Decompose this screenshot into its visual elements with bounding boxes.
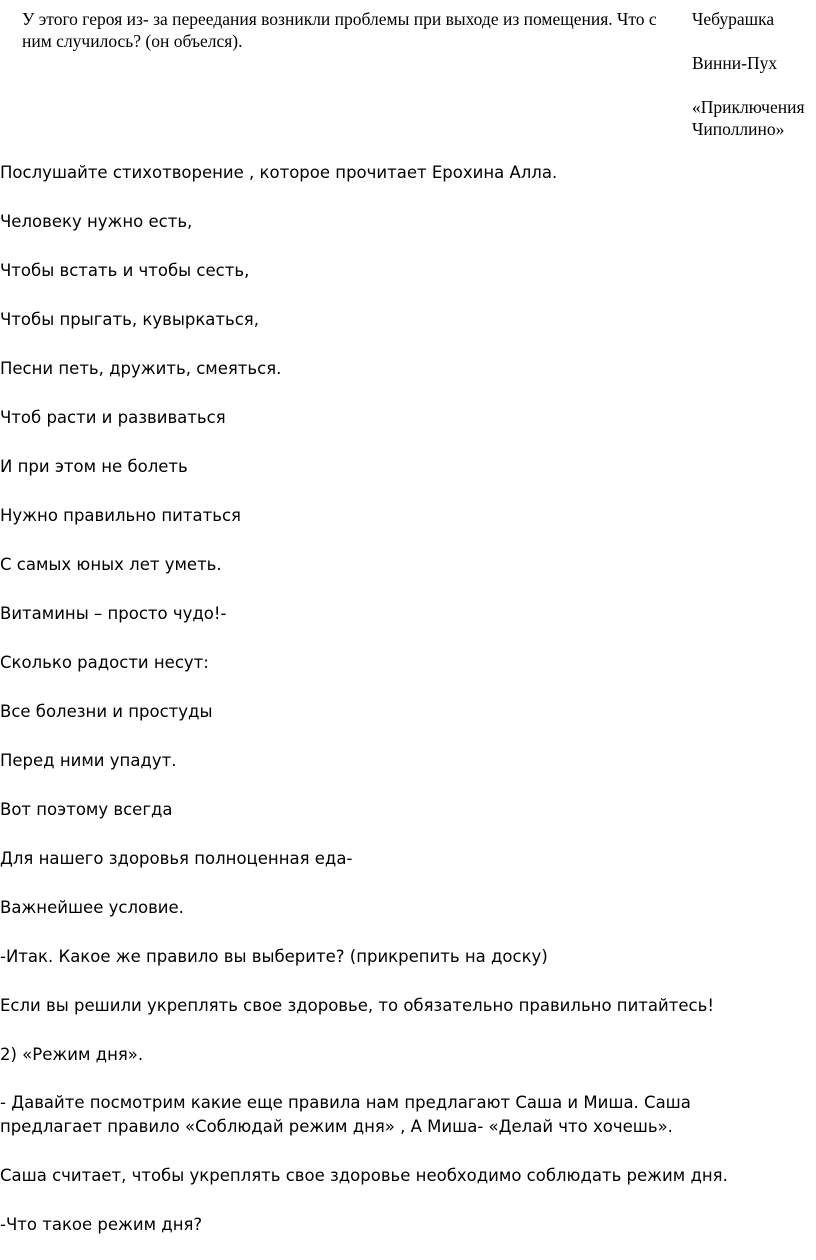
poem-line: Чтоб расти и развиваться <box>0 408 226 427</box>
poem-line: С самых юных лет уметь. <box>0 555 222 574</box>
answer-option: Чебурашка <box>692 9 775 29</box>
rule-paragraph: Если вы решили укреплять свое здоровье, то обязательно правильно питайтесь! <box>0 996 714 1015</box>
poem-line: Сколько радости несут: <box>0 653 209 672</box>
poem-line: Песни петь, дружить, смеяться. <box>0 359 282 378</box>
answer-option: Винни-Пух <box>692 53 778 73</box>
quiz-answers <box>692 8 816 162</box>
discussion-paragraph: - Давайте посмотрим какие еще правила нам предлагают Саша и Миша. Саша предлагает правило «Соблюдай режим дня» , А Миша- «Делай что хочешь». <box>0 1093 691 1136</box>
question-paragraph: -Итак. Какое же правило вы выберите? (прикрепить на доску) <box>0 947 548 966</box>
discussion-paragraph: Саша считает, чтобы укреплять свое здоровье необходимо соблюдать режим дня. <box>0 1166 728 1185</box>
question-paragraph: -Что такое режим дня? <box>0 1215 203 1234</box>
poem-line: Нужно правильно питаться <box>0 506 241 525</box>
poem-line: Перед ними упадут. <box>0 751 177 770</box>
poem-line: Для нашего здоровья полноценная еда- <box>0 849 353 868</box>
answer-option: «Приключения Чиполлино» <box>692 97 805 139</box>
poem-line: Важнейшее условие. <box>0 898 184 917</box>
poem-line: Чтобы встать и чтобы сесть, <box>0 261 250 280</box>
quiz-question: У этого героя из- за переедания возникли проблемы при выходе из помещения. Что с ним случилось? (он объелся). <box>22 9 657 51</box>
poem-line: И при этом не болеть <box>0 457 188 476</box>
intro-paragraph: Послушайте стихотворение , которое прочитает Ерохина Алла. <box>0 163 558 182</box>
quiz-table-row <box>0 0 816 160</box>
poem-line: Вот поэтому всегда <box>0 800 173 819</box>
poem-line: Чтобы прыгать, кувыркаться, <box>0 310 259 329</box>
poem-line: Витамины – просто чудо!- <box>0 604 227 623</box>
poem-line: Человеку нужно есть, <box>0 212 193 231</box>
section-heading: 2) «Режим дня». <box>0 1045 144 1064</box>
poem-line: Все болезни и простуды <box>0 702 213 721</box>
